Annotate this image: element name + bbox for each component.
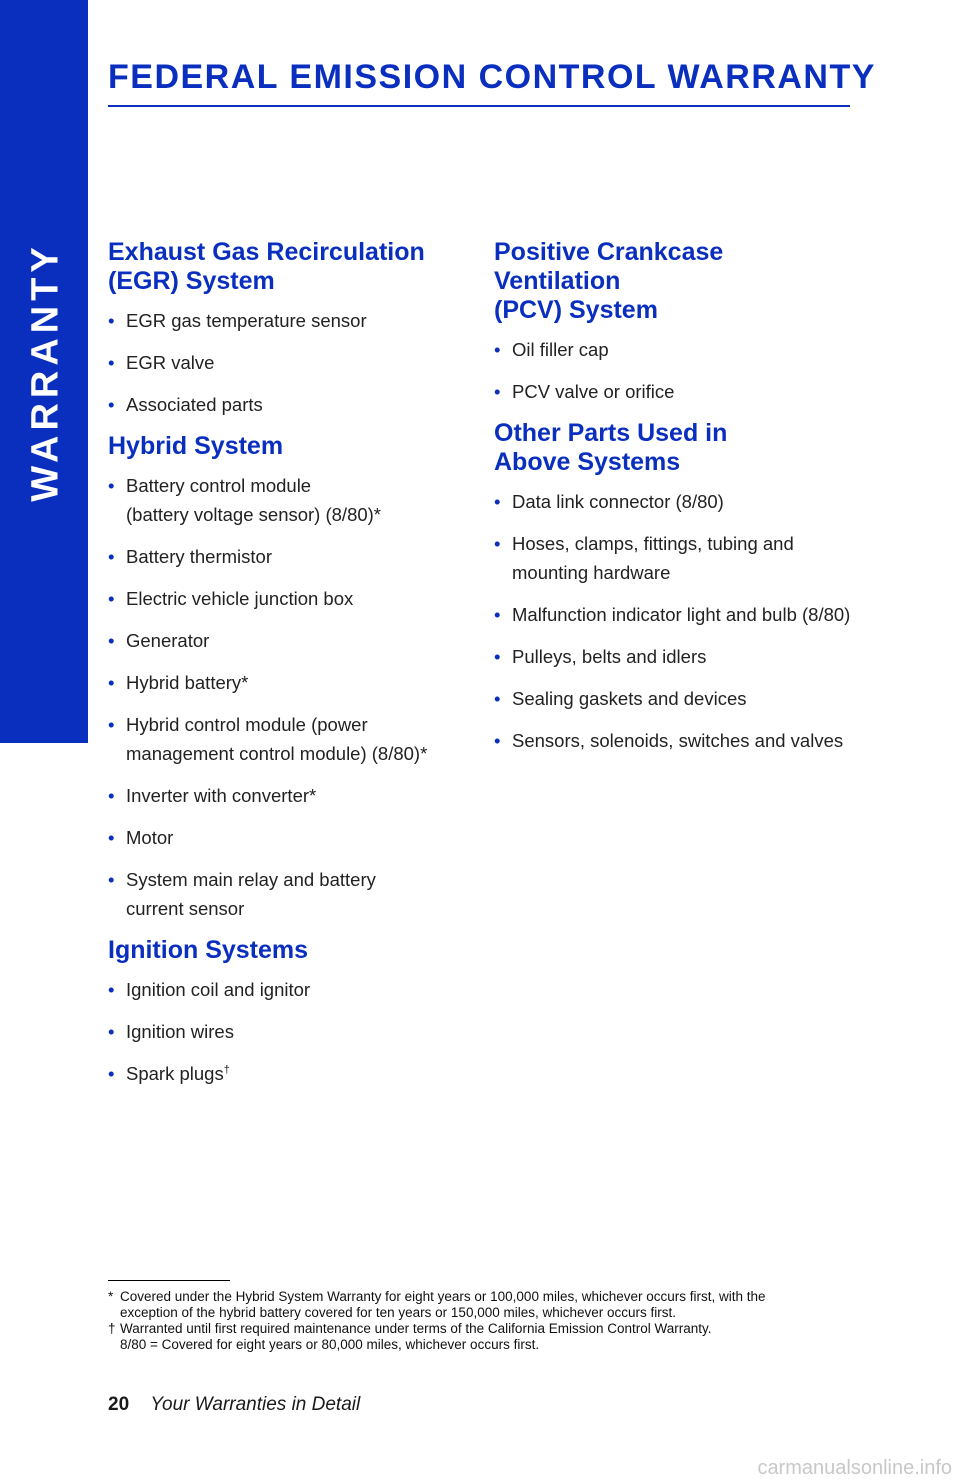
- list-item: [108, 1059, 448, 1088]
- list-item: [494, 487, 854, 516]
- footnote-text: Warranted until first required maintenance under terms of the California Emission Control Warranty.: [120, 1321, 712, 1336]
- right-column: [494, 238, 854, 768]
- item-text: Battery control module: [126, 475, 312, 496]
- list-item: [108, 710, 448, 768]
- bullet-icon: •: [108, 1063, 115, 1084]
- item-text: Generator: [126, 630, 210, 651]
- item-text: EGR gas temperature sensor: [126, 310, 367, 331]
- bullet-icon: •: [108, 979, 115, 1000]
- list-item: [494, 529, 854, 587]
- list-item: [108, 306, 448, 335]
- page-footer: [108, 1394, 360, 1416]
- bullet-icon: •: [108, 1021, 115, 1042]
- other-parts-heading-line: Above Systems: [494, 448, 681, 476]
- dagger-mark: †: [223, 1063, 230, 1076]
- item-text: EGR valve: [126, 352, 215, 373]
- bullet-icon: •: [108, 394, 115, 415]
- item-text: PCV valve or orifice: [512, 381, 675, 402]
- list-item: [108, 1017, 448, 1046]
- other-parts-heading-line: Other Parts Used in: [494, 419, 728, 447]
- footnote-text-cont: exception of the hybrid battery covered for ten years or 150,000 miles, whichever occurs first.: [120, 1305, 677, 1320]
- list-item: [108, 471, 448, 529]
- list-item: [494, 600, 854, 629]
- item-text-cont: mounting hardware: [512, 562, 671, 583]
- bullet-icon: •: [494, 491, 501, 512]
- item-text: Electric vehicle junction box: [126, 588, 354, 609]
- list-item: [494, 335, 854, 364]
- hybrid-heading: Hybrid System: [108, 432, 284, 460]
- bullet-icon: •: [108, 475, 115, 496]
- item-text: System main relay and battery: [126, 869, 376, 890]
- item-text: Associated parts: [126, 394, 263, 415]
- list-item: [108, 668, 448, 697]
- egr-list: [108, 306, 448, 419]
- item-text: Hybrid control module (power: [126, 714, 368, 735]
- hybrid-list: [108, 471, 448, 923]
- footnote-text: Covered under the Hybrid System Warranty for eight years or 100,000 miles, whichever occurs first, with the: [120, 1289, 766, 1304]
- item-text: Ignition coil and ignitor: [126, 979, 311, 1000]
- list-item: [108, 975, 448, 1004]
- footer-section-title: Your Warranties in Detail: [150, 1394, 361, 1415]
- bullet-icon: •: [494, 730, 501, 751]
- list-item: [108, 584, 448, 613]
- footnotes: [108, 1289, 828, 1353]
- bullet-icon: •: [108, 588, 115, 609]
- item-text: Malfunction indicator light and bulb (8/80): [512, 604, 851, 625]
- item-text-cont: (battery voltage sensor) (8/80)*: [126, 504, 382, 525]
- title-rule: [108, 105, 850, 107]
- egr-heading-line: Exhaust Gas Recirculation: [108, 238, 425, 266]
- bullet-icon: •: [108, 352, 115, 373]
- item-text: Hoses, clamps, fittings, tubing and: [512, 533, 794, 554]
- bullet-icon: •: [494, 339, 501, 360]
- list-item: [108, 542, 448, 571]
- bullet-icon: •: [494, 646, 501, 667]
- item-text: Data link connector (8/80): [512, 491, 724, 512]
- footnote-dagger: [108, 1321, 828, 1353]
- list-item: [494, 642, 854, 671]
- list-item: [494, 377, 854, 406]
- list-item: [108, 865, 448, 923]
- bullet-icon: •: [108, 310, 115, 331]
- bullet-icon: •: [108, 785, 115, 806]
- bullet-icon: •: [494, 604, 501, 625]
- bullet-icon: •: [494, 688, 501, 709]
- egr-heading: [108, 238, 448, 296]
- other-parts-list: [494, 487, 854, 755]
- list-item: [494, 684, 854, 713]
- bullet-icon: •: [108, 827, 115, 848]
- pcv-heading-line: Positive Crankcase Ventilation: [494, 238, 724, 295]
- list-item: [494, 726, 854, 755]
- list-item: [108, 390, 448, 419]
- side-tab-label: WARRANTY: [24, 242, 67, 502]
- item-text: Inverter with converter*: [126, 785, 317, 806]
- pcv-heading-line: (PCV) System: [494, 296, 658, 324]
- egr-heading-line: (EGR) System: [108, 267, 275, 295]
- left-column: [108, 238, 448, 1101]
- item-text: Battery thermistor: [126, 546, 272, 567]
- footnote-mark: †: [108, 1321, 116, 1336]
- item-text: Oil filler cap: [512, 339, 609, 360]
- footnote-rule: [108, 1280, 230, 1281]
- page-title: FEDERAL EMISSION CONTROL WARRANTY: [108, 58, 876, 96]
- footnote-mark: *: [108, 1289, 114, 1304]
- item-text: Spark plugs: [126, 1063, 224, 1084]
- ignition-list: [108, 975, 448, 1088]
- bullet-icon: •: [108, 630, 115, 651]
- item-text: Pulleys, belts and idlers: [512, 646, 707, 667]
- item-text: Hybrid battery*: [126, 672, 249, 693]
- page-number: 20: [108, 1394, 130, 1415]
- side-tab: [0, 0, 88, 743]
- list-item: [108, 823, 448, 852]
- bullet-icon: •: [108, 546, 115, 567]
- list-item: [108, 348, 448, 377]
- item-text: Motor: [126, 827, 174, 848]
- pcv-list: [494, 335, 854, 406]
- watermark: carmanualsonline.info: [757, 1457, 952, 1479]
- pcv-heading: [494, 238, 854, 325]
- ignition-heading: Ignition Systems: [108, 936, 309, 964]
- item-text: Sensors, solenoids, switches and valves: [512, 730, 844, 751]
- bullet-icon: •: [108, 714, 115, 735]
- bullet-icon: •: [494, 533, 501, 554]
- footnote-text-cont: 8/80 = Covered for eight years or 80,000 miles, whichever occurs first.: [120, 1337, 540, 1352]
- bullet-icon: •: [108, 672, 115, 693]
- other-parts-heading: [494, 419, 854, 477]
- bullet-icon: •: [494, 381, 501, 402]
- item-text: Sealing gaskets and devices: [512, 688, 747, 709]
- bullet-icon: •: [108, 869, 115, 890]
- footnote-asterisk: [108, 1289, 828, 1321]
- list-item: [108, 626, 448, 655]
- list-item: [108, 781, 448, 810]
- item-text: Ignition wires: [126, 1021, 234, 1042]
- item-text-cont: current sensor: [126, 898, 245, 919]
- item-text-cont: management control module) (8/80)*: [126, 743, 428, 764]
